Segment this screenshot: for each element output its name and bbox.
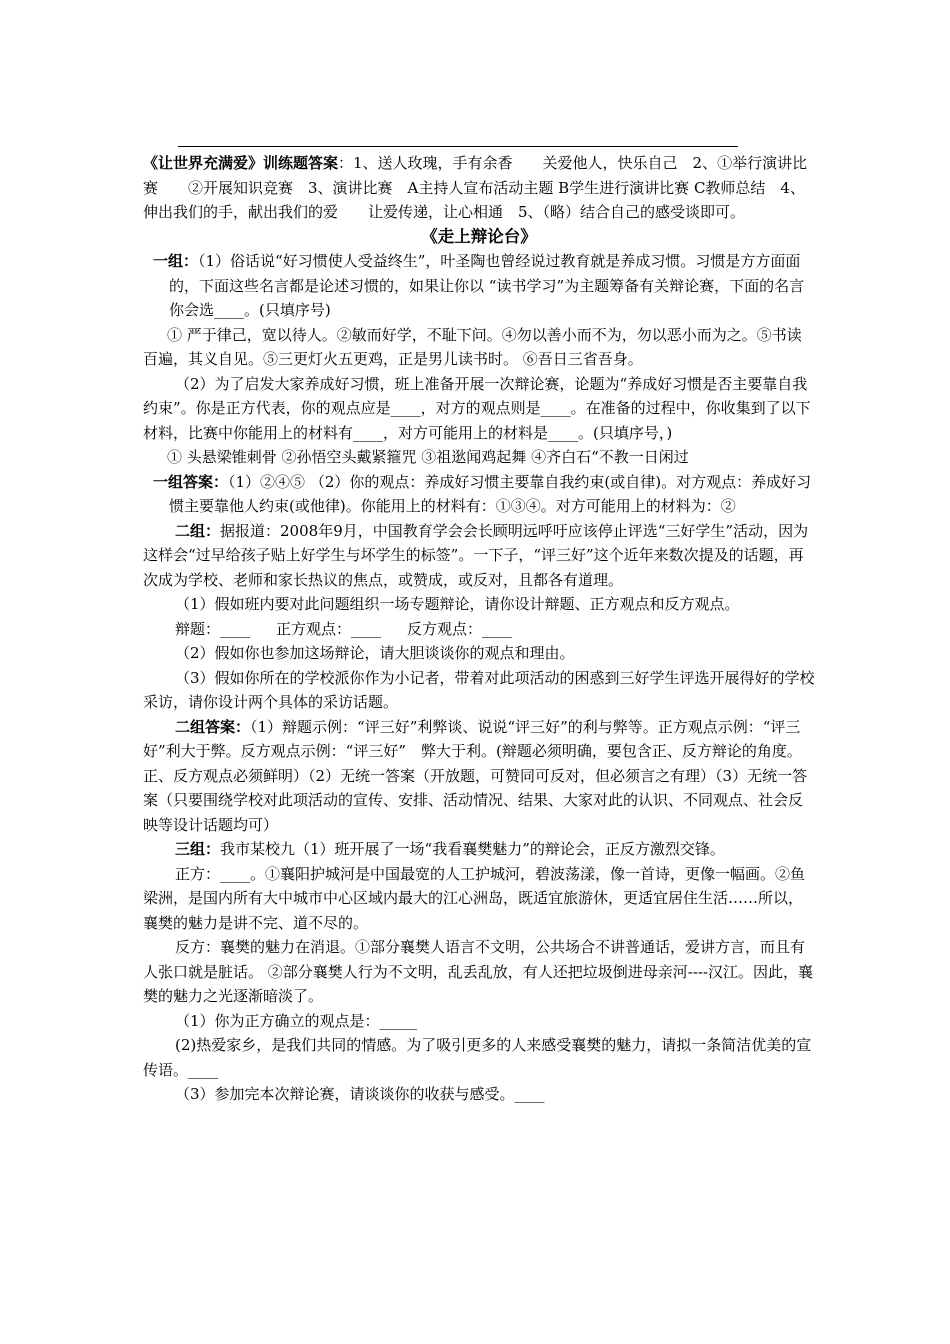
- group1-answer-label: 一组答案：: [153, 472, 229, 491]
- group2-intro-text: 据报道：2008年9月，中国教育学会会长顾明远呼吁应该停止评选“三好学生”活动，因为这样会“过早给孩子贴上好学生与坏学生的标签”。一下子，“评三好”这个近年来数次提及的话题，再次成为学校、老师和家长热议的焦点，或赞成，或反对，且都各有道理。: [143, 521, 809, 589]
- group3-q2: (2)热爱家乡，是我们共同的情感。为了吸引更多的人来感受襄樊的魅力，请拟一条简洁优美的宣传语。____: [143, 1036, 812, 1079]
- group2-q3: （3）假如你所在的学校派你作为小记者，带着对此项活动的困惑到三好学生评选开展得好的学校采访，请你设计两个具体的采访话题。: [143, 668, 815, 711]
- group3-label: 三组：: [175, 840, 221, 858]
- group2-pro-view: 正方观点：____: [276, 619, 382, 638]
- previous-answers: [143, 151, 815, 225]
- group3-pro: 正方：____。①襄阳护城河是中国最宽的人工护城河，碧波荡漾，像一首诗，更像一幅画。②鱼梁洲，是国内所有大中城市中心区域内最大的江心洲岛，既适宜旅游休，更适宜居住生活……所以，襄樊的魅力是讲不完、道不尽的。: [143, 864, 806, 932]
- group3-q1: （1）你为正方确立的观点是：_____: [175, 1011, 418, 1030]
- group1-q2-options: ① 头悬梁锥刺骨 ②孙悟空头戴紧箍咒 ③祖逖闻鸡起舞 ④齐白石“不教一日闲过: [167, 448, 689, 466]
- group2-answer-label: 二组答案：: [175, 717, 251, 736]
- group2-con-view: 反方观点：____: [407, 619, 513, 638]
- group2-q2: （2）假如你也参加这场辩论，请大胆谈谈你的观点和理由。: [175, 644, 575, 662]
- group1-q1-options: ① 严于律己，宽以待人。②敏而好学，不耻下问。④勿以善小而不为，勿以恶小而为之。⑤书读百遍，其义自见。⑤三更灯火五更鸡，正是男儿读书时。 ⑥吾日三省吾身。: [143, 325, 802, 368]
- group2-intro: [143, 519, 815, 593]
- group3-q3: （3）参加完本次辩论赛，请谈谈你的收获与感受。____: [175, 1085, 545, 1103]
- group2-answer: [143, 715, 815, 838]
- group2-answer-text: （1）辩题示例：“评三好”利弊谈、说说“评三好”的利与弊等。正方观点示例：“评三好”利大于弊。反方观点示例：“评三好” 弊大于利。(辩题必须明确，要包含正、反方辩论的角度。正、反方观点必须鲜明）（2）无统一答案（开放题，可赞同可反对，但必须言之有理）（3）无统一答案（只要围绕学校对此项活动的宣传、安排、活动情况、结果、大家对此的认识、不同观点、社会反映等设计话题均可）: [143, 717, 808, 834]
- previous-answers-text: ：1、送人玫瑰，手有余香 关爱他人，快乐自己 2、①举行演讲比赛 ②开展知识竞赛 3、演讲比赛 A主持人宣布活动主题 B学生进行演讲比赛 C教师总结 4、伸出我们的手，献出我们的爱 让爱传递，让心相通 5、（略）结合自己的感受谈即可。: [143, 154, 808, 221]
- group1-answer: [143, 470, 815, 519]
- group1-q2: （2）为了启发大家养成好习惯，班上准备开展一次辩论赛，论题为“养成好习惯是否主要靠自我约束”。你是正方代表，你的观点应是____，对方的观点则是____。在准备的过程中，你收集到了以下材料，比赛中你能用上的材料有____，对方可能用上的材料是____。(只填序号，): [143, 374, 811, 442]
- group2-debate-topic: 辩题：____: [175, 619, 251, 638]
- previous-answers-heading: 《让世界充满爱》训练题答案: [143, 154, 339, 172]
- group3-intro: [143, 837, 815, 862]
- group1-label: 一组：: [153, 252, 199, 270]
- group1-answer-text: （1）②④⑤ （2）你的观点：养成好习惯主要靠自我约束(或自律)。对方观点：养成好习惯主要靠他人约束(或他律)。你能用上的材料有：①③④。对方可能用上的材料为：②: [169, 472, 812, 515]
- group1-q1-text: （1）俗话说“好习惯使人受益终生”，叶圣陶也曾经说过教育就是养成习惯。习惯是方方面面的，下面这些名言都是论述习惯的，如果让你以 “读书学习”为主题筹备有关辩论赛，下面的名言你会选____。(只填序号): [169, 252, 805, 319]
- group2-q1: （1）假如班内要对此问题组织一场专题辩论，请你设计辩题、正方观点和反方观点。: [175, 595, 740, 613]
- group3-intro-text: 我市某校九（1）班开展了一场“我看襄樊魅力”的辩论会，正反方激烈交锋。: [220, 840, 725, 858]
- section-title: 《走上辩论台》: [421, 226, 537, 246]
- group2-q1-blanks: [143, 617, 815, 642]
- group1-q1: [143, 249, 815, 323]
- group3-con: 反方：襄樊的魅力在消退。①部分襄樊人语言不文明，公共场合不讲普通话，爱讲方言，而且有人张口就是脏话。 ②部分襄樊人行为不文明，乱丢乱放，有人还把垃圾倒进母亲河----汉江。因此，襄樊的魅力之光逐渐暗淡了。: [143, 938, 814, 1005]
- document-body: [143, 151, 815, 1107]
- group2-label: 二组：: [175, 521, 221, 540]
- header-rule: [178, 146, 738, 147]
